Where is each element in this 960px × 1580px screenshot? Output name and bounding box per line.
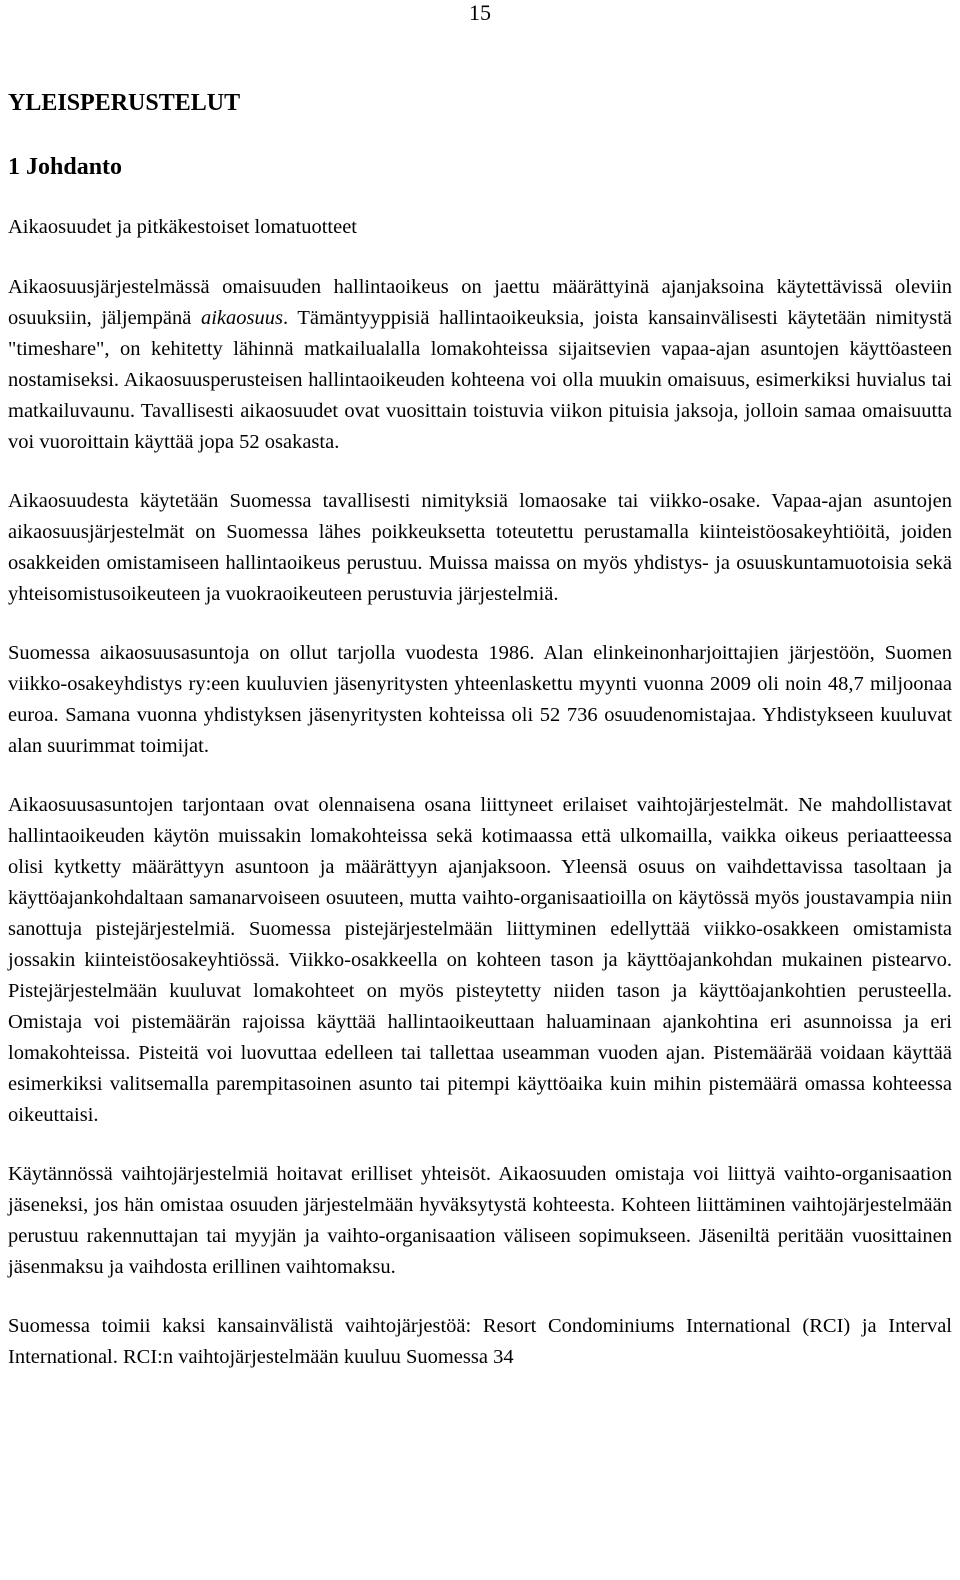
paragraph-1-text-a: Aikaosuusjärjestelmässä omaisuuden hallintaoikeus on jaettu määrättyinä ajanjaksoina käytettävissä oleviin osuuksiin, jäljempänä — [8, 276, 952, 329]
paragraph-5: Käytännössä vaihtojärjestelmiä hoitavat erilliset yhteisöt. Aikaosuuden omistaja voi liittyä vaihto-organisaation jäseneksi, jos hän omistaa osuuden järjestelmään hyväksytystä kohteesta. Kohteen liittäminen vaihtojärjestelmään perustuu rakennuttajan tai myyjän ja vaihto-organisaation väliseen sopimukseen. Jäseniltä peritään vuosittainen jäsenmaksu ja vaihdosta erillinen vaihtomaksu. — [8, 1163, 952, 1278]
paragraph-1-emphasis: aikaosuus — [200, 307, 283, 329]
document-body — [8, 88, 952, 1373]
main-heading: YLEISPERUSTELUT — [8, 90, 241, 116]
paragraph-1 — [8, 272, 952, 458]
section-heading: 1 Johdanto — [8, 154, 123, 180]
page-number: 15 — [469, 0, 491, 25]
paragraph-3: Suomessa aikaosuusasuntoja on ollut tarjolla vuodesta 1986. Alan elinkeinonharjoittajien järjestöön, Suomen viikko-osakeyhdistys ry:een kuuluvien jäsenyritysten yhteenlaskettu myynti vuonna 2009 oli noin 48,7 miljoonaa euroa. Samana vuonna yhdistyksen jäsenyritysten kohteissa oli 52 736 osuudenomistajaa. Yhdistykseen kuuluvat alan suurimmat toimijat. — [8, 642, 952, 757]
paragraph-4: Aikaosuusasuntojen tarjontaan ovat olennaisena osana liittyneet erilaiset vaihtojärjestelmät. Ne mahdollistavat hallintaoikeuden käytön muissakin lomakohteissa sekä kotimaassa että ulkomailla, vaikka oikeus periaatteessa olisi kytketty määrättyyn asuntoon ja määrättyyn ajanjaksoon. Yleensä osuus on vaihdettavissa tasoltaan ja käyttöajankohdaltaan samanarvoiseen osuuteen, mutta vaihto-organisaatioilla on käytössä myös joustavampia niin sanottuja pistejärjestelmiä. Suomessa pistejärjestelmään liittyminen edellyttää viikko-osakkeen omistamista jossakin kiinteistöosakeyhtiössä. Viikko-osakkeella on kohteen tason ja käyttöajankohdan mukainen pistearvo. Pistejärjestelmään kuuluvat lomakohteet on myös pisteytetty niiden tason ja käyttöajankohtien perusteella. Omistaja voi pistemäärän rajoissa käyttää hallintaoikeuttaan haluaminaan ajankohtina eri asunnoissa ja eri lomakohteissa. Pisteitä voi luovuttaa edelleen tai tallettaa useamman vuoden ajan. Pistemäärää voidaan käyttää esimerkiksi valitsemalla parempitasoinen asunto tai pitempi käyttöaika kuin mihin pistemäärä omassa kohteessa oikeuttaisi. — [8, 794, 952, 1126]
paragraph-2: Aikaosuudesta käytetään Suomessa tavallisesti nimityksiä lomaosake tai viikko-osake. Vapaa-ajan asuntojen aikaosuusjärjestelmät on Suomessa lähes poikkeuksetta toteutettu perustamalla kiinteistöosakeyhtiöitä, joiden osakkeiden omistamiseen hallintaoikeus perustuu. Muissa maissa on myös yhdistys- ja osuuskuntamuotoisia sekä yhteisomistusoikeuteen ja vuokraoikeuteen perustuvia järjestelmiä. — [8, 490, 952, 605]
paragraph-1-text-b: . Tämäntyyppisiä hallintaoikeuksia, joista kansainvälisesti käytetään nimitystä "timeshare", on kehitetty lähinnä matkailualalla lomakohteissa sijaitsevien vapaa-ajan asuntojen käyttöasteen nostamiseksi. Aikaosuusperusteisen hallintaoikeuden kohteena voi olla muukin omaisuus, esimerkiksi huvialus tai matkailuvaunu. Tavallisesti aikaosuudet ovat vuosittain toistuvia viikon pituisia jaksoja, jolloin samaa omaisuutta voi vuoroittain käyttää jopa 52 osakasta. — [8, 307, 952, 453]
subheading: Aikaosuudet ja pitkäkestoiset lomatuotteet — [8, 216, 357, 238]
paragraph-6: Suomessa toimii kaksi kansainvälistä vaihtojärjestöä: Resort Condominiums International (RCI) ja Interval International. RCI:n vaihtojärjestelmään kuuluu Suomessa 34 — [8, 1315, 952, 1368]
